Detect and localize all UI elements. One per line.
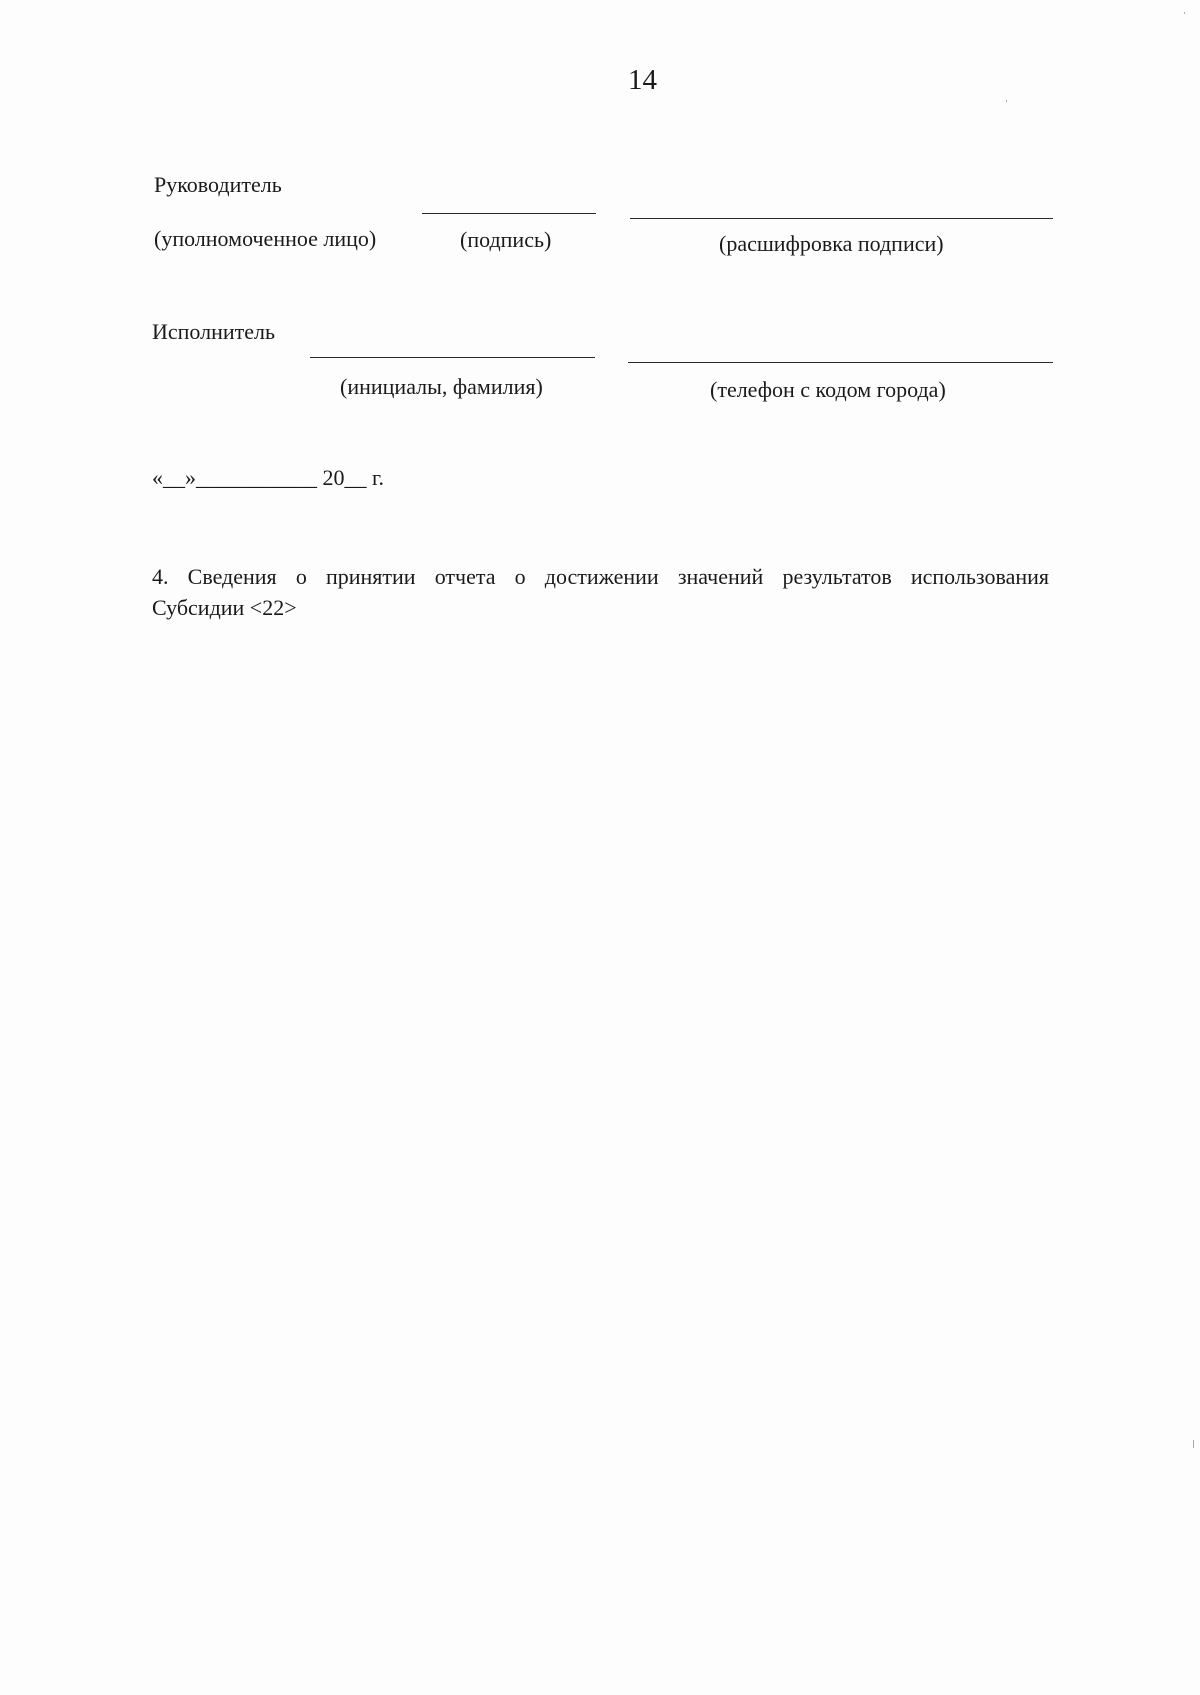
head-role-label: Руководитель [154, 172, 282, 197]
section-4-heading [152, 561, 1049, 623]
signature-decoding-caption: (расшифровка подписи) [719, 231, 944, 256]
signature-caption: (подпись) [460, 227, 552, 252]
page-number: 14 [628, 64, 657, 96]
signature-line [422, 213, 596, 214]
head-role-caption: (уполномоченное лицо) [154, 226, 377, 251]
executor-phone-caption: (телефон с кодом города) [710, 377, 946, 402]
date-line: «__»___________ 20__ г. [152, 465, 385, 490]
executor-name-line [310, 357, 595, 358]
executor-role-label: Исполнитель [152, 319, 276, 344]
signature-decoding-line [630, 218, 1053, 219]
scan-speck [1006, 100, 1007, 102]
section-4-line-2: Субсидии <22> [152, 595, 297, 620]
executor-name-caption: (инициалы, фамилия) [340, 374, 543, 399]
scan-speck [1184, 12, 1185, 14]
section-4-line-1: 4. Сведения о принятии отчета о достижении значений результатов использования [152, 564, 1049, 589]
scan-speck [1193, 1440, 1194, 1448]
executor-phone-line [628, 362, 1053, 363]
